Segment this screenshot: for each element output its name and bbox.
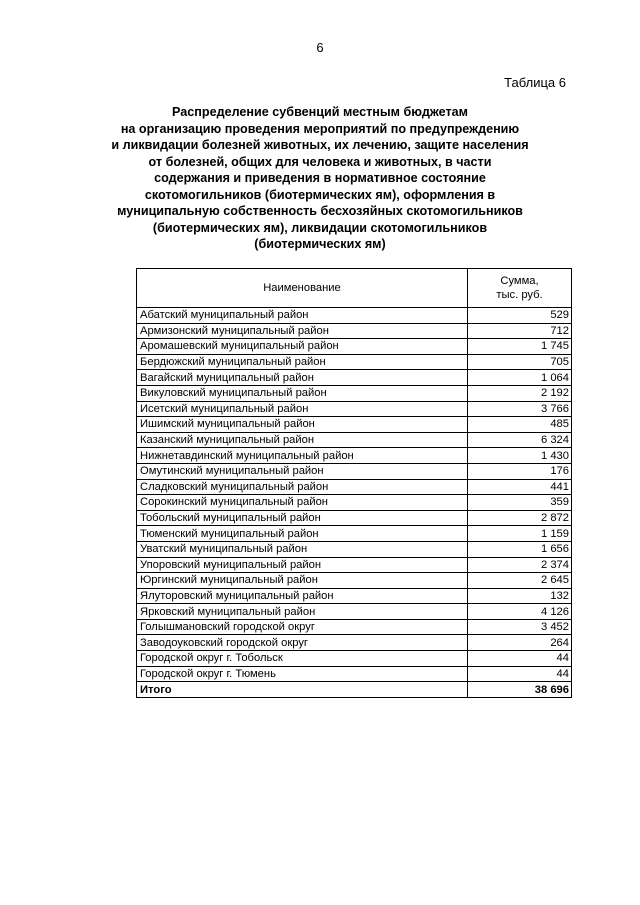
table-row (137, 651, 572, 667)
table-row (137, 510, 572, 526)
row-name: Бердюжский муниципальный район (137, 354, 468, 370)
table-row (137, 541, 572, 557)
row-sum: 441 (468, 479, 572, 495)
row-sum: 359 (468, 495, 572, 511)
row-sum: 1 656 (468, 541, 572, 557)
title-line: муниципальную собственность бесхозяйных скотомогильников (117, 204, 523, 218)
total-label: Итого (137, 682, 468, 698)
row-name: Казанский муниципальный район (137, 432, 468, 448)
row-sum: 3 766 (468, 401, 572, 417)
row-sum: 2 192 (468, 385, 572, 401)
row-sum: 1 430 (468, 448, 572, 464)
table-row (137, 557, 572, 573)
table-row (137, 604, 572, 620)
row-name: Ярковский муниципальный район (137, 604, 468, 620)
row-sum: 712 (468, 323, 572, 339)
table-row (137, 308, 572, 324)
row-sum: 529 (468, 308, 572, 324)
row-name: Городской округ г. Тюмень (137, 666, 468, 682)
row-name: Сорокинский муниципальный район (137, 495, 468, 511)
header-name: Наименование (137, 269, 468, 308)
table-row (137, 323, 572, 339)
title-line: и ликвидации болезней животных, их лечению, защите населения (111, 138, 529, 152)
table-header-row (137, 269, 572, 308)
row-name: Упоровский муниципальный район (137, 557, 468, 573)
row-sum: 485 (468, 417, 572, 433)
page-number: 6 (316, 40, 324, 55)
row-sum: 1 745 (468, 339, 572, 355)
table-row (137, 463, 572, 479)
title-line: от болезней, общих для человека и животных, в части (148, 154, 492, 169)
row-name: Нижнетавдинский муниципальный район (137, 448, 468, 464)
row-sum: 1 159 (468, 526, 572, 542)
row-sum: 2 645 (468, 573, 572, 589)
row-name: Викуловский муниципальный район (137, 385, 468, 401)
row-name: Юргинский муниципальный район (137, 573, 468, 589)
title-line: (биотермических ям), ликвидации скотомогильников (152, 220, 488, 235)
table-row (137, 635, 572, 651)
row-sum: 6 324 (468, 432, 572, 448)
table-row (137, 619, 572, 635)
row-sum: 705 (468, 354, 572, 370)
row-name: Уватский муниципальный район (137, 541, 468, 557)
table-row (137, 573, 572, 589)
document-title (110, 104, 530, 253)
row-name: Городской округ г. Тобольск (137, 651, 468, 667)
table-row (137, 526, 572, 542)
total-sum: 38 696 (468, 682, 572, 698)
row-name: Абатский муниципальный район (137, 308, 468, 324)
header-sum (468, 269, 572, 308)
row-sum: 132 (468, 588, 572, 604)
row-name: Ишимский муниципальный район (137, 417, 468, 433)
table-row (137, 401, 572, 417)
row-name: Омутинский муниципальный район (137, 463, 468, 479)
table-row (137, 479, 572, 495)
row-name: Сладковский муниципальный район (137, 479, 468, 495)
row-sum: 3 452 (468, 619, 572, 635)
title-line: скотомогильников (биотермических ям), оформления в (144, 187, 496, 202)
header-sum-line2: тыс. руб. (496, 289, 543, 301)
subsidy-table (136, 268, 572, 698)
table-row (137, 370, 572, 386)
table-row (137, 666, 572, 682)
row-name: Ялуторовский муниципальный район (137, 588, 468, 604)
row-sum: 2 872 (468, 510, 572, 526)
row-name: Тюменский муниципальный район (137, 526, 468, 542)
row-name: Голышмановский городской округ (137, 619, 468, 635)
row-sum: 2 374 (468, 557, 572, 573)
table-row (137, 385, 572, 401)
row-name: Аромашевский муниципальный район (137, 339, 468, 355)
table-row (137, 354, 572, 370)
row-name: Тобольский муниципальный район (137, 510, 468, 526)
row-sum: 264 (468, 635, 572, 651)
title-line: (биотермических ям) (254, 237, 386, 251)
total-row (137, 682, 572, 698)
row-sum: 176 (468, 463, 572, 479)
table-row (137, 432, 572, 448)
row-sum: 44 (468, 651, 572, 667)
table-row (137, 588, 572, 604)
title-line: содержания и приведения в нормативное состояние (154, 171, 486, 185)
table-row (137, 448, 572, 464)
header-sum-line1: Сумма, (500, 275, 539, 287)
title-line: Распределение субвенций местным бюджетам (172, 105, 468, 119)
row-name: Вагайский муниципальный район (137, 370, 468, 386)
row-sum: 1 064 (468, 370, 572, 386)
table-row (137, 495, 572, 511)
row-sum: 4 126 (468, 604, 572, 620)
table-caption: Таблица 6 (504, 75, 566, 90)
table-row (137, 417, 572, 433)
row-name: Армизонский муниципальный район (137, 323, 468, 339)
row-name: Заводоуковский городской округ (137, 635, 468, 651)
row-sum: 44 (468, 666, 572, 682)
table-row (137, 339, 572, 355)
title-line: на организацию проведения мероприятий по предупреждению (120, 121, 520, 136)
row-name: Исетский муниципальный район (137, 401, 468, 417)
